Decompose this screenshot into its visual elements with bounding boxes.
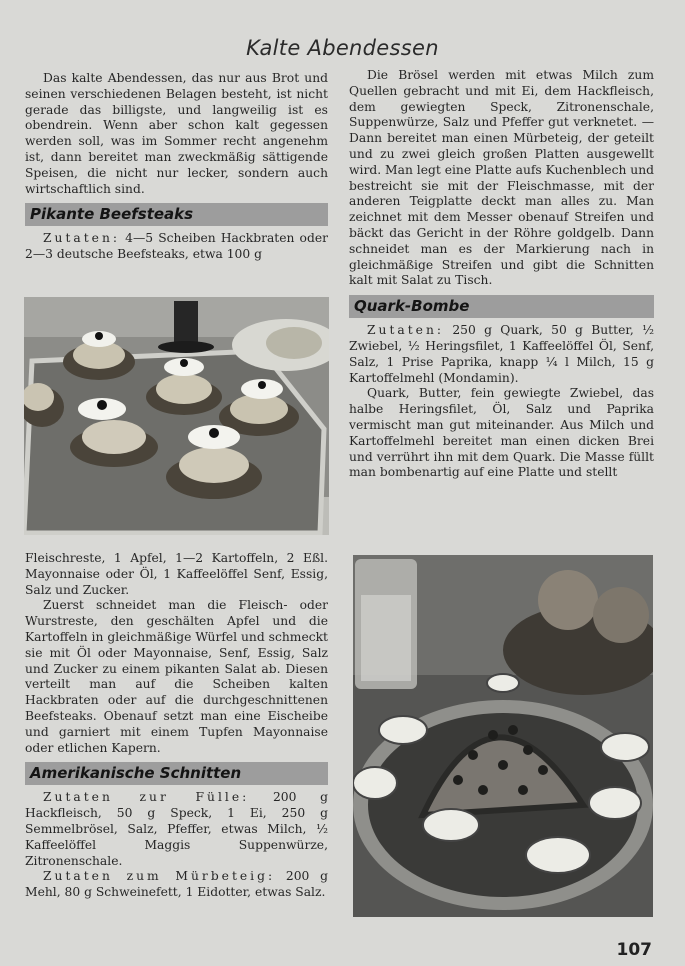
schnitten-dough — [25, 869, 328, 901]
page-number: 107 — [616, 940, 652, 960]
beefsteaks-ingredients — [25, 231, 328, 263]
quark-method: Quark, Butter, fein gewiegte Zwiebel, das halbe Heringsfilet, Öl, Salz und Paprika vermischt man gut miteinander. Aus Milch und Kartoffelmehl bereitet man einen dicken Brei und verrührt ihn mit dem Quark. Die Masse füllt man bombenartig auf eine Platte und stellt — [349, 386, 654, 480]
quark-bombe-photo — [353, 555, 653, 917]
heading-amerikanische-schnitten: Amerikanische Schnitten — [25, 762, 328, 785]
schnitten-method: Die Brösel werden mit etwas Milch zum Quellen gebracht und mit Ei, dem Hackfleisch, dem gewiegten Speck, Zitronenschale, Suppenwürze, Salz und Pfeffer gut verknetet. — Dann bereitet man einen Mürbeteig, der geteilt und zu zwei gleich großen Platten ausgewellt wird. Man legt eine Platte aufs Kuchenblech und bestreicht sie mit der Fleischmasse, mit der anderen Teigplatte deckt man alles zu. Man zeichnet mit dem Messer obenauf Streifen und bäckt das Gericht in der Röhre goldgelb. Dann schneidet man es der Markierung nach in gleichmäßige Streifen und gibt die Schnitten kalt mit Salat zu Tisch. — [349, 68, 655, 288]
schnitten-filling — [25, 790, 328, 869]
heading-pikante-beefsteaks: Pikante Beefsteaks — [25, 203, 328, 226]
left-column-lower — [25, 551, 328, 901]
quark-ingredients-text: 250 g Quark, 50 g Butter, ½ Zwiebel, ½ Heringsfilet, 1 Kaffeelöffel Öl, Senf, Salz, 1 Prise Paprika, knapp ¼ l Milch, 15 g Kartoffelmehl (Mondamin). — [349, 323, 654, 385]
quark-bombe-photo-illustration — [353, 555, 653, 917]
quark-ingredients-label: Zutaten: — [367, 323, 445, 338]
beefsteaks-method: Zuerst schneidet man die Fleisch- oder Wurstreste, den geschälten Apfel und die Kartoffeln in gleichmäßige Würfel und schmeckt sie mit Öl oder Mayonnaise, Senf, Essig, Salz und Zucker zu einem pikanten Salat ab. Diesen verteilt man auf die Scheiben kalten Hackbraten oder auf die durchgeschnittenen Beefsteaks. Obenauf setzt man eine Eischeibe und garniert mit einem Tupfen Mayonnaise oder etlichen Kapern. — [25, 598, 328, 755]
ingredients-text: 4—5 Scheiben Hackbraten oder 2—3 deutsche Beefsteaks, etwa 100 g — [25, 231, 328, 262]
page-title: Kalte Abendessen — [246, 36, 439, 60]
right-column — [349, 68, 654, 481]
left-column-upper — [25, 71, 328, 263]
filling-label: Zutaten zur Fülle: — [43, 790, 250, 805]
dough-label: Zutaten zum Mürbeteig: — [43, 869, 276, 884]
beefsteaks-photo — [24, 297, 329, 535]
beefsteaks-photo-illustration — [24, 297, 329, 535]
heading-quark-bombe: Quark-Bombe — [349, 295, 654, 318]
beefsteaks-ingredients-continued: Fleischreste, 1 Apfel, 1—2 Kartoffeln, 2 Eßl. Mayonnaise oder Öl, 1 Kaffeelöffel Senf, Essig, Salz und Zucker. — [25, 551, 328, 597]
filling-text: 200 g Hackfleisch, 50 g Speck, 1 Ei, 250 g Semmelbrösel, Salz, Pfeffer, etwas Milch, ½ Kaffeelöffel Maggis Suppenwürze, Zitronenschale. — [25, 790, 328, 868]
ingredients-label: Zutaten: — [43, 231, 121, 246]
quark-ingredients — [349, 323, 654, 386]
intro-paragraph: Das kalte Abendessen, das nur aus Brot und seinen verschiedenen Belagen besteht, ist nicht gerade das billigste, und langweilig ist es obendrein. Wenn aber schon kalt gegessen werden soll, was im Sommer recht angenehm ist, dann bereitet man zweckmäßig sättigende Speisen, die nicht nur lecker, sondern auch wirtschaftlich sind. — [25, 71, 328, 196]
dough-text: 200 g Mehl, 80 g Schweinefett, 1 Eidotter, etwas Salz. — [25, 869, 328, 900]
